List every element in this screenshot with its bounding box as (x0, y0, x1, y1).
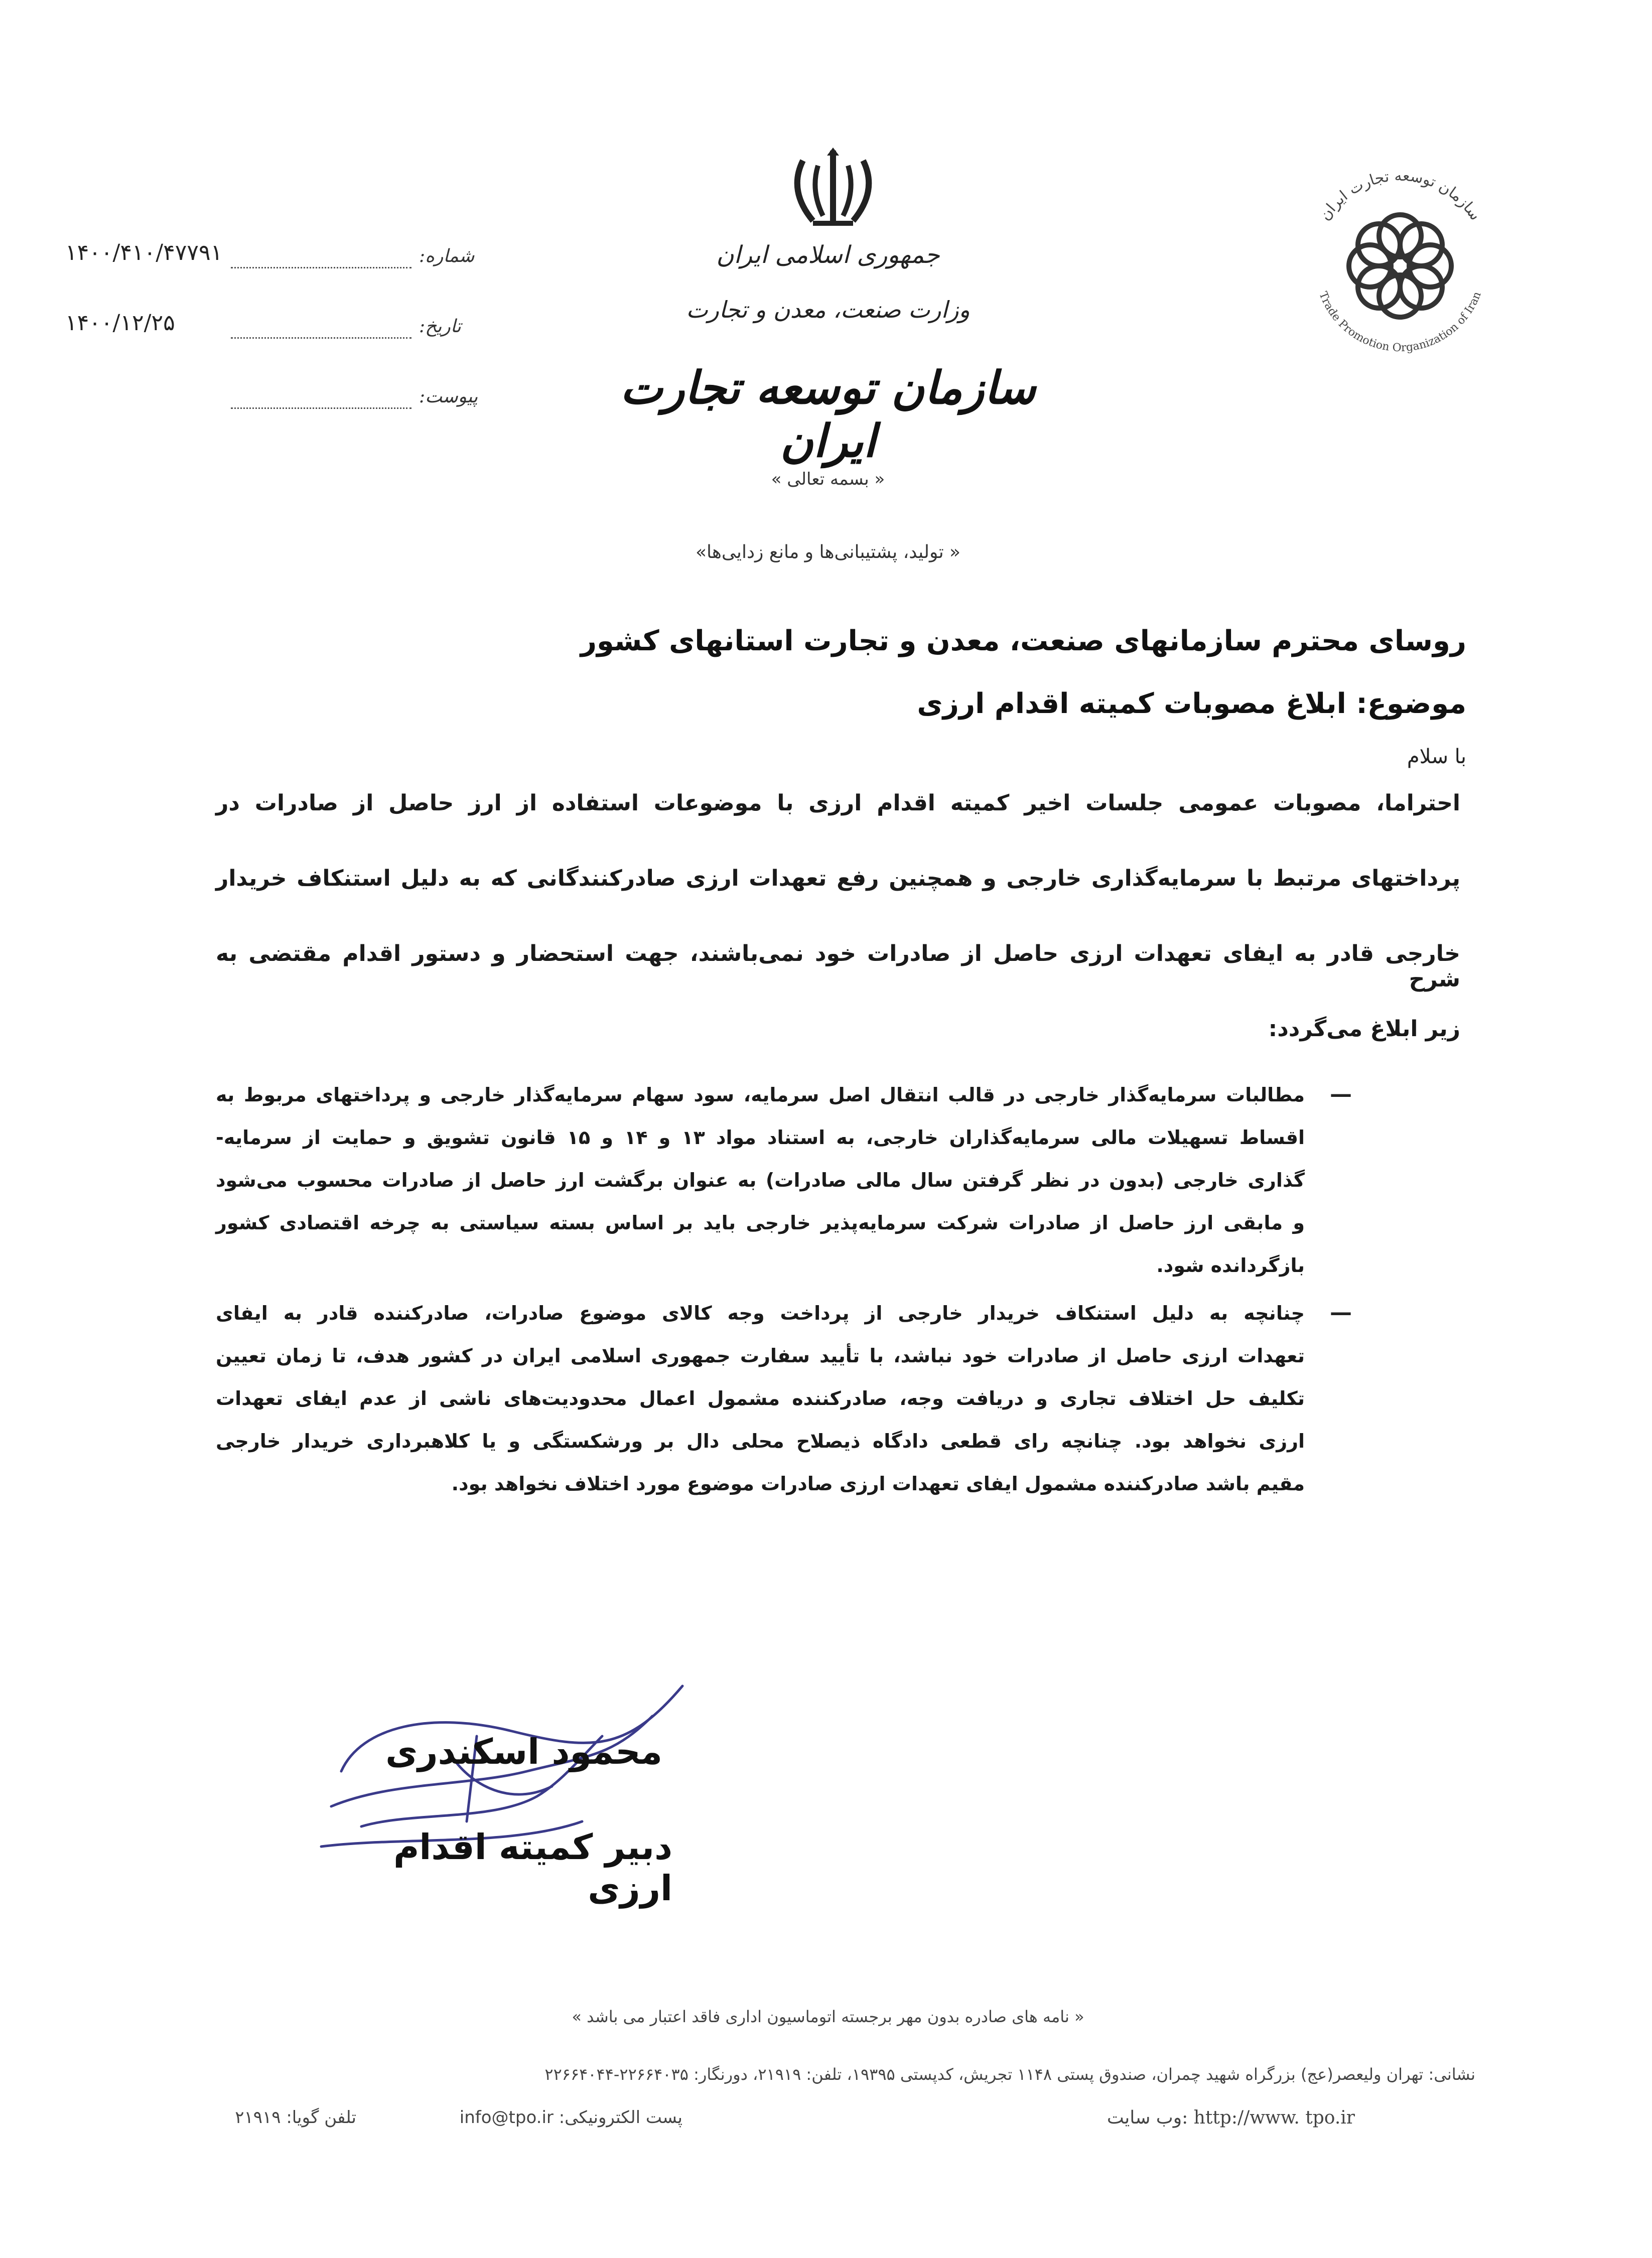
letter-date-value: ۱۴۰۰/۱۲/۲۵ (65, 310, 175, 336)
bullet-2-line: ارزی نخواهد بود. چنانچه رای قطعی دادگاه ذیصلاح محلی دال بر ورشکستگی و یا کلاهبرداری خریدار خارجی (216, 1430, 1305, 1452)
recipient-line: روسای محترم سازمانهای صنعت، معدن و تجارت استانهای کشور (580, 625, 1466, 657)
svg-text:Trade Promotion Organization o (1316, 290, 1483, 354)
footer-note: « نامه های صادره بدون مهر برجسته اتوماسیون اداری فاقد اعتبار می باشد » (572, 2007, 1084, 2026)
letter-number-row (65, 236, 475, 276)
greeting: با سلام (1407, 745, 1466, 768)
bullet-2-line: تکلیف حل اختلاف تجاری و دریافت وجه، صادرکننده مشمول اعمال محدودیت‌های ناشی از عدم ایفای تعهدات (216, 1387, 1305, 1409)
letter-date-row (65, 306, 461, 346)
bullet-2-line: مقیم باشد صادرکننده مشمول ایفای تعهدات ارزی صادرات موضوع مورد اختلاف نخواهد بود. (451, 1473, 1305, 1495)
bullet-dash-icon: — (1330, 1081, 1352, 1107)
letter-number-label: شماره: (419, 246, 475, 266)
footer-email: پست الکترونیکی: info@tpo.ir (459, 2107, 682, 2128)
subject-line: موضوع: ابلاغ مصوبات کمیته اقدام ارزی (917, 687, 1466, 720)
bullet-1-line: اقساط تسهیلات مالی سرمایه‌گذاران خارجی، به استناد مواد ۱۳ و ۱۴ و ۱۵ قانون تشویق و حمایت از سرمایه- (216, 1126, 1305, 1149)
tpo-logo-icon (1285, 151, 1516, 381)
intro-line: پرداختهای مرتبط با سرمایه‌گذاری خارجی و همچنین رفع تعهدات ارزی صادرکنندگانی که به دلیل استنکاف خریدار (216, 866, 1460, 891)
bullet-2-line: تعهدات ارزی حاصل از صادرات خود نباشد، با تأیید سفارت جمهوری اسلامی ایران در کشور هدف، تا زمان تعیین (216, 1345, 1305, 1367)
intro-line: خارجی قادر به ایفای تعهدات ارزی حاصل از صادرات خود نمی‌باشند، جهت استحضار و دستور اقدام مقتضی به شرح (216, 941, 1460, 992)
year-slogan: « تولید، پشتیبانی‌ها و مانع زدایی‌ها» (695, 542, 961, 562)
iran-emblem-icon (783, 146, 883, 236)
intro-line: زیر ابلاغ می‌گردد: (1268, 1016, 1460, 1042)
letter-number-dotted-line (231, 267, 411, 268)
bullet-1-line: گذاری خارجی (بدون در نظر گرفتن سال مالی صادرات) به عنوان برگشت ارز حاصل از صادرات محسوب می‌شود (216, 1169, 1305, 1191)
bullet-1-line: مطالبات سرمایه‌گذار خارجی در قالب انتقال اصل سرمایه، سود سهام سرمایه‌گذار خارجی و پرداختهای مربوط به (216, 1084, 1305, 1106)
signer-title: دبیر کمیته اقدام ارزی (393, 1826, 672, 1909)
letter-number-value: ۱۴۰۰/۴۱۰/۴۷۷۹۱ (65, 240, 223, 265)
basmala: « بسمه تعالی » (771, 469, 885, 489)
logo-text-fa: سازمان توسعه تجارت ایران (1316, 167, 1484, 224)
logo-text-en: Trade Promotion Organization of Iran (1316, 290, 1484, 355)
footer-phone: تلفن گویا: ۲۱۹۱۹ (235, 2107, 356, 2128)
letter-attachment-dotted-line (231, 407, 411, 409)
ministry-title: وزارت صنعت، معدن و تجارت (686, 296, 970, 323)
letter-attachment-row (65, 376, 478, 416)
signer-name: محمود اسکندری (385, 1731, 662, 1772)
footer-website: وب سایت: http://www. tpo.ir (1107, 2107, 1355, 2128)
bullet-1-line: و مابقی ارز حاصل از صادرات شرکت سرمایه‌پذیر خارجی باید بر اساس بسته سیاستی به چرخه اقتصادی کشور (216, 1212, 1305, 1234)
letter-date-label: تاریخ: (419, 316, 461, 337)
intro-line: احتراما، مصوبات عمومی جلسات اخیر کمیته اقدام ارزی با موضوعات استفاده از ارز حاصل از صادرات در (216, 790, 1460, 816)
footer-address: نشانی: تهران ولیعصر(عج) بزرگراه شهید چمران، صندوق پستی ۱۱۴۸ تجریش، کدپستی ۱۹۳۹۵، تلفن: ۲۱۹۱۹، دورنگار: ۲۲۶۶۴۰۳۵-۲۲۶۶۴۰۴۴ (544, 2065, 1475, 2084)
letter-date-dotted-line (231, 337, 411, 339)
organization-title: سازمان توسعه تجارت ایران (620, 361, 1036, 468)
letter-attachment-label: پیوست: (419, 386, 478, 407)
republic-title: جمهوری اسلامی ایران (716, 241, 940, 269)
bullet-dash-icon: — (1330, 1300, 1352, 1325)
bullet-1-line: بازگردانده شود. (1156, 1254, 1305, 1277)
bullet-2-line: چنانچه به دلیل استنکاف خریدار خارجی از پرداخت وجه کالای موضوع صادرات، صادرکننده قادر به ایفای (216, 1302, 1305, 1324)
